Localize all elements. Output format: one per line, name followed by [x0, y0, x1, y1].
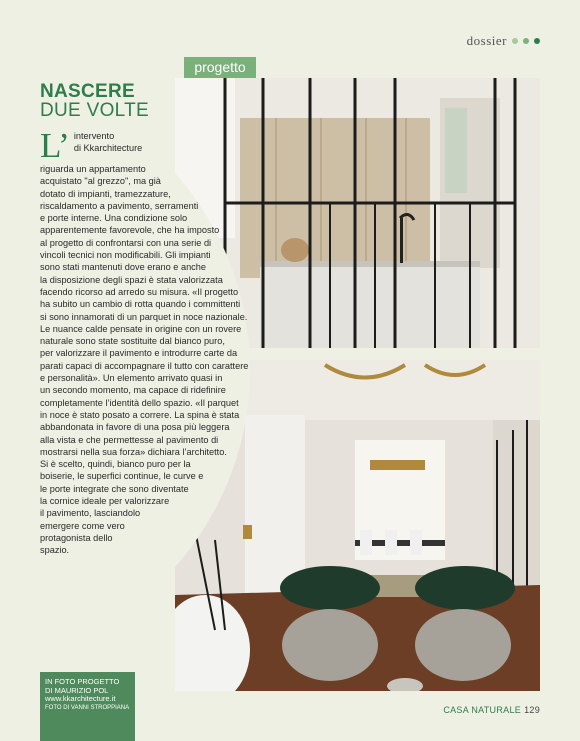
body-line: in noce è stato posato a correre. La spina è stata [40, 409, 240, 420]
body-line: e porte interne. Una condizione solo [40, 213, 188, 224]
body-line: naturale sono state sostituite dal bianco puro, [40, 336, 225, 347]
body-line: vincoli tecnici non modificabili. Gli impianti [40, 250, 211, 261]
dot-icon-mid [523, 38, 529, 44]
body-line: riguarda un appartamento [40, 164, 146, 174]
drop-cap: L’ [40, 126, 70, 165]
body-line: per valorizzare il pavimento e introdurre carte da [40, 348, 238, 359]
body-line: boiserie, le superfici continue, le curve e [40, 471, 204, 482]
credits-photographer: FOTO DI VANNI STROPPIANA [45, 704, 130, 711]
article-title [40, 82, 149, 120]
body-line: abbandonata in favore di una posa più leggera [40, 422, 230, 433]
body-line: e personalità». Un elemento arrivato quasi in [40, 373, 223, 384]
section-label: dossier [466, 33, 507, 48]
page-footer [443, 705, 540, 715]
body-line: si sono innamorati di un parquet in noce nazionale. [40, 311, 248, 322]
credits-line-1: IN FOTO PROGETTO [45, 677, 120, 686]
body-line: alla vista e che permettesse al pavimento di [40, 434, 219, 445]
credits-line-2: DI MAURIZIO POL [45, 685, 109, 695]
magazine-name: CASA NATURALE [443, 705, 522, 715]
body-line: al progetto di confrontarsi con una serie di [40, 237, 212, 248]
section-header [467, 33, 540, 49]
body-line: la cornice ideale per valorizzare [40, 496, 170, 507]
body-line: apparentemente favorevole, che ha imposto [40, 225, 220, 236]
body-line: la disposizione degli spazi è stata valorizzata [40, 274, 223, 285]
body-line: mostrarsi nella sua forza» dichiara l’architetto. [40, 446, 227, 457]
body-line: dotato di impianti, tramezzature, [40, 188, 171, 199]
body-line: facendo ricorso ad arredo su misura. «Il progetto [40, 286, 239, 297]
photo-credits-box [40, 672, 135, 741]
body-line: intervento [73, 131, 115, 141]
body-line: un secondo momento, ma capace di ridefinire [40, 385, 226, 396]
credits-website: www.kkarchitecture.it [45, 694, 116, 703]
body-line: il pavimento, lasciandolo [40, 508, 141, 519]
section-tag: progetto [184, 57, 256, 78]
body-line: Le nuance calde pensate in origine con un rovere [40, 323, 242, 334]
body-line: le porte integrate che sono diventate [40, 483, 189, 494]
title-line-1: NASCERE [40, 81, 136, 102]
body-line: emergere come vero [40, 520, 125, 531]
body-line: riscaldamento a pavimento, serramenti [40, 200, 199, 211]
body-line: acquistato "al grezzo", ma già [40, 176, 161, 187]
page-number: 129 [524, 705, 540, 715]
dot-icon-light [512, 38, 518, 44]
body-line: parati capaci di accompagnare il tutto con carattere [40, 360, 249, 371]
title-line-2: DUE VOLTE [40, 100, 149, 121]
dot-icon-dark [534, 38, 540, 44]
body-line: di Kkarchitecture [73, 143, 143, 154]
body-line: sono stati mantenuti dove erano e anche [40, 262, 206, 273]
body-line: spazio. [40, 545, 70, 556]
body-line: Si è scelto, quindi, bianco puro per la [40, 459, 191, 470]
body-line: protagonista dello [40, 532, 113, 543]
body-line: completamente l’identità dello spazio. «Il parquet [40, 397, 239, 408]
body-line: ha subito un cambio di rotta quando i committenti [40, 299, 241, 310]
article-body [40, 126, 275, 557]
